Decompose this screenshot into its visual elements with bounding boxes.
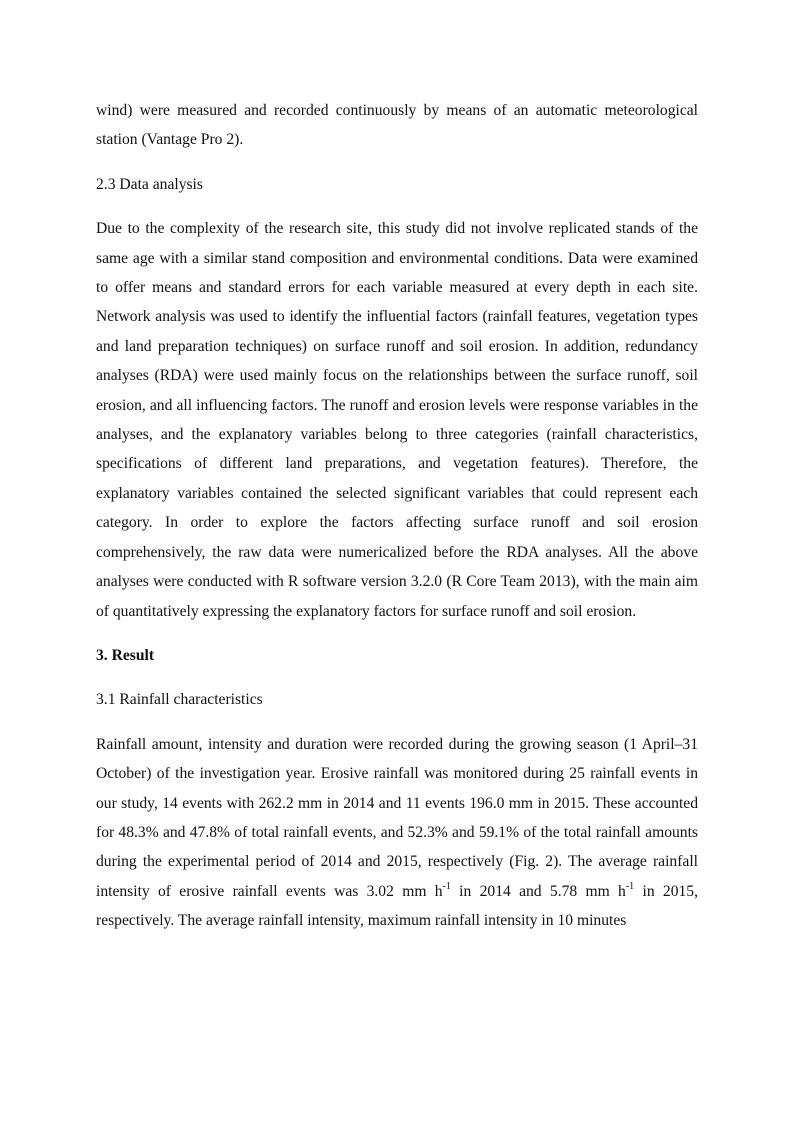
unit-superscript: -1 bbox=[442, 880, 451, 892]
section-heading-result: 3. Result bbox=[96, 646, 155, 664]
paragraph-weather-station: wind) were measured and recorded continuously by means of an automatic meteorological station (Vantage Pro 2). bbox=[96, 102, 698, 149]
paragraph-rainfall-characteristics bbox=[96, 730, 698, 936]
unit-superscript: -1 bbox=[625, 880, 635, 892]
rainfall-text-part-1: Rainfall amount, intensity and duration were recorded during the growing season (1 April–31 October) of the investigation year. Erosive rainfall was monitored during 25 rainfall events in our study, 14 events with 262.2 mm in 2014 and 11 events 196.0 mm in 2015. These accounted for 48.3% and 47.8% of total rainfall events, and 52.3% and 59.1% of the total rainfall amounts during the experimental period of 2014 and 2015, respectively (Fig. 2). The average rainfall intensity of erosive rainfall events was 3.02 mm h bbox=[96, 735, 698, 900]
page-body bbox=[96, 96, 698, 936]
paragraph-data-analysis: Due to the complexity of the research site, this study did not involve replicated stands of the same age with a similar stand composition and environmental conditions. Data were examined to offer means and standard errors for each variable measured at every depth in each site. Network analysis was used to identify the influential factors (rainfall features, vegetation types and land preparation techniques) on surface runoff and soil erosion. In addition, redundancy analyses (RDA) were used mainly focus on the relationships between the surface runoff, soil erosion, and all influencing factors. The runoff and erosion levels were response variables in the analyses, and the explanatory variables belong to three categories (rainfall characteristics, specifications of different land preparations, and vegetation features). Therefore, the explanatory variables contained the selected significant variables that could represent each category. In order to explore the factors affecting surface runoff and soil erosion comprehensively, the raw data were numericalized before the RDA analyses. All the above analyses were conducted with R software version 3.2.0 (R Core Team 2013), with the main aim of quantitatively expressing the explanatory factors for surface runoff and soil erosion. bbox=[96, 220, 698, 620]
section-heading-data-analysis: 2.3 Data analysis bbox=[96, 175, 203, 193]
rainfall-text-part-3: in 2015, respectively. The average rainfall intensity, maximum rainfall intensity in 10 minutes bbox=[96, 882, 698, 930]
section-heading-rainfall-characteristics: 3.1 Rainfall characteristics bbox=[96, 691, 263, 709]
rainfall-text-part-2: in 2014 and 5.78 mm h bbox=[450, 882, 626, 900]
